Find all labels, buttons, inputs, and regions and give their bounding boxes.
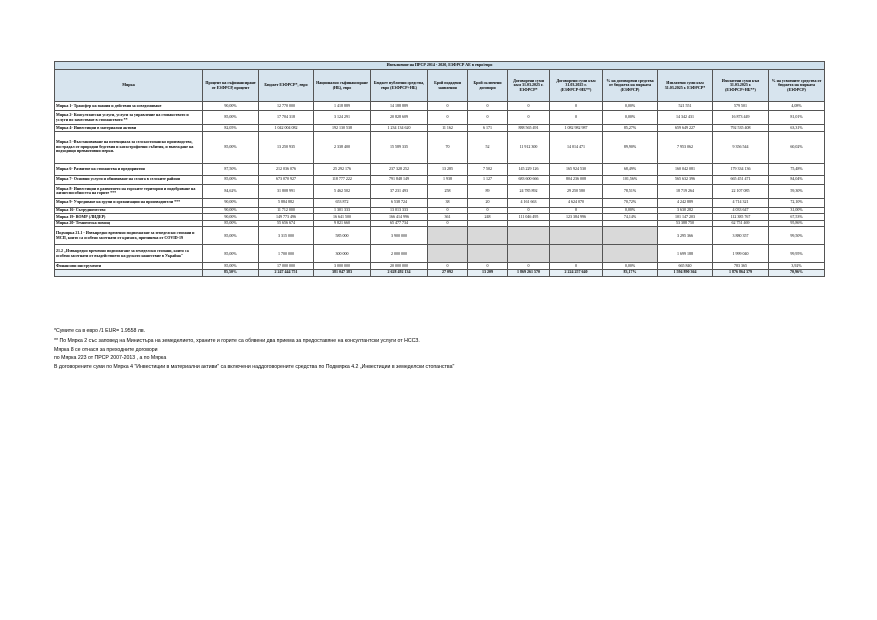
total-cell: 1 876 864 379 xyxy=(713,269,769,276)
table-cell: 0,00% xyxy=(603,207,658,214)
table-cell: 9 356 544 xyxy=(713,131,769,163)
column-header: Национално съфинансиране (НБ), евро xyxy=(314,70,371,102)
table-cell: 0 xyxy=(508,263,550,270)
table-cell: 85,00% xyxy=(203,227,259,245)
table-cell: 17 704 318 xyxy=(259,111,314,125)
table-cell: 101,56% xyxy=(603,175,658,184)
table-row xyxy=(55,227,825,245)
table-cell: 0 xyxy=(550,207,603,214)
table-cell: 579 501 xyxy=(713,102,769,111)
table-cell xyxy=(603,227,658,245)
table-cell: 4 714 321 xyxy=(713,198,769,207)
table-cell xyxy=(428,245,468,263)
table-row xyxy=(55,220,825,227)
table-cell xyxy=(508,227,550,245)
total-cell: 1 594 890 364 xyxy=(658,269,713,276)
column-header: % на усвоените средства от бюджета на мярката (ЕЗФРСР) xyxy=(769,70,825,102)
footnote: по Мярка 223 от ПРСР 2007-2013 , а по Мярка xyxy=(54,355,167,362)
total-cell: 13 209 xyxy=(468,269,508,276)
table-cell: 1 082 982 987 xyxy=(550,125,603,132)
total-cell: 27 092 xyxy=(428,269,468,276)
table-row xyxy=(55,207,825,214)
table-cell: 165 924 530 xyxy=(550,163,603,175)
table-cell: 31 808 991 xyxy=(259,184,314,198)
table-cell: 90,00% xyxy=(203,207,259,214)
table-cell: 248 xyxy=(468,214,508,221)
table-cell: 3 630 282 xyxy=(658,207,713,214)
table-cell: 565 632 396 xyxy=(658,175,713,184)
column-header: Бюджет публични средства, евро (ЕЗФРСР+НБ) xyxy=(371,70,428,102)
table-cell: 4 624 070 xyxy=(550,198,603,207)
column-header: Брой подадени заявления xyxy=(428,70,468,102)
table-cell: 3 000 000 xyxy=(314,263,371,270)
column-header: Мярка xyxy=(55,70,203,102)
table-cell: 0 xyxy=(550,263,603,270)
table-cell xyxy=(603,220,658,227)
table-cell: 74,14% xyxy=(603,214,658,221)
table-cell: 212 036 076 xyxy=(259,163,314,175)
footnote: ** По Мярка 2 със заповед на Министъра на земеделието, храните и горите са обявени два приема за предоставяне на консултантски услуги от НССЗ. xyxy=(54,337,420,344)
table-cell: 3 900 000 xyxy=(371,227,428,245)
table-cell: 1 042 004 082 xyxy=(259,125,314,132)
measure-name: Мярка 4- Инвестиции в материални активи xyxy=(55,125,203,132)
table-cell: 2 338 400 xyxy=(314,131,371,163)
table-cell: 300 000 xyxy=(314,245,371,263)
table-cell: 585 000 xyxy=(314,227,371,245)
measure-name: Мярка 2- Консултантски услуги, услуги за управление на стопанството и услуги по заместване в стопанството ** xyxy=(55,111,203,125)
measure-name: Мярка 6- Развитие на стопанства и предприятия xyxy=(55,163,203,175)
table-cell: 75,48% xyxy=(769,163,825,175)
table-cell: 4 161 663 xyxy=(508,198,550,207)
column-header: Процент на съфинансиране от ЕЗФРСР, процент xyxy=(203,70,259,102)
table-cell: 1 301 333 xyxy=(314,207,371,214)
table-cell: 24 785 892 xyxy=(508,184,550,198)
table-cell: 70,72% xyxy=(603,198,658,207)
measure-name: Мярка 5 -Възстановяване на потенциала за селскостопанско производство, пострадал от природни бедствия и катастрофични събития, и въвеждане на подходящи превантивни мерки. xyxy=(55,131,203,163)
table-cell: 0 xyxy=(468,102,508,111)
table-cell: 0 xyxy=(428,220,468,227)
table-cell: 65 477 734 xyxy=(371,220,428,227)
table-cell: 25 292 176 xyxy=(314,163,371,175)
measure-name: Мярка 20- Техническа помощ xyxy=(55,220,203,227)
table-cell: 149 773 496 xyxy=(259,214,314,221)
column-header: Договорени суми към 31.03.2025 г. ЕЗФРСР* xyxy=(508,70,550,102)
measure-name: Финансови инструменти xyxy=(55,263,203,270)
table-cell: 85,00% xyxy=(203,263,259,270)
table-cell: 1 234 134 620 xyxy=(371,125,428,132)
table-cell: 179 334 136 xyxy=(713,163,769,175)
table-cell: 38 xyxy=(428,198,468,207)
table-cell: 20 xyxy=(468,198,508,207)
total-cell: 2 247 444 751 xyxy=(259,269,314,276)
column-header: % на договорени средства от бюджета на мярката (ЕЗФРСР) xyxy=(603,70,658,102)
table-cell: 888 565 491 xyxy=(508,125,550,132)
table-row xyxy=(55,111,825,125)
table-cell: 72,10% xyxy=(769,198,825,207)
table-cell: 4 242 889 xyxy=(658,198,713,207)
report-document xyxy=(54,61,824,277)
table-cell: 3 880 357 xyxy=(713,227,769,245)
table-cell: 15 589 335 xyxy=(371,131,428,163)
table-cell: 85,00% xyxy=(203,111,259,125)
table-cell: 0 xyxy=(468,263,508,270)
table-cell: 665 840 xyxy=(658,263,713,270)
footnote: *Сумите са в евро /1 EUR= 1.9558 лв. xyxy=(54,328,146,334)
table-cell: 18 719 264 xyxy=(658,184,713,198)
table-cell: 3 315 000 xyxy=(259,227,314,245)
table-cell: 192 130 538 xyxy=(314,125,371,132)
table-cell: 99,50% xyxy=(769,227,825,245)
table-cell: 361 xyxy=(428,214,468,221)
table-cell: 14 342 431 xyxy=(658,111,713,125)
table-row xyxy=(55,125,825,132)
table-cell: 17 000 000 xyxy=(259,263,314,270)
table-cell: 13 285 xyxy=(428,163,468,175)
table-cell: 89 xyxy=(468,184,508,198)
table-cell: 11 162 xyxy=(428,125,468,132)
total-row xyxy=(55,269,825,276)
table-cell: 9 821 660 xyxy=(314,220,371,227)
table-cell: 99,95% xyxy=(769,245,825,263)
table-row xyxy=(55,102,825,111)
table-cell: 0 xyxy=(428,263,468,270)
table-cell: 521 551 xyxy=(658,102,713,111)
table-cell xyxy=(468,245,508,263)
table-cell: 52 xyxy=(468,131,508,163)
program-execution-table xyxy=(54,61,825,277)
table-cell: 4 033 647 xyxy=(713,207,769,214)
table-cell: 1 700 000 xyxy=(259,245,314,263)
table-cell: 89,90% xyxy=(603,131,658,163)
table-cell: 85,00% xyxy=(203,220,259,227)
measure-name: Мярка 9- Учредяване на групи и организации на производители *** xyxy=(55,198,203,207)
table-cell: 16 873 449 xyxy=(713,111,769,125)
table-cell: 81,01% xyxy=(769,111,825,125)
table-cell: 3 295 366 xyxy=(658,227,713,245)
table-row xyxy=(55,131,825,163)
column-header: Договорени суми към 31.03.2025 г. (ЕЗФРСР+НБ**) xyxy=(550,70,603,102)
table-cell xyxy=(508,245,550,263)
table-cell: 87,50% xyxy=(203,163,259,175)
measure-name: Мярка 16- Сътрудничество xyxy=(55,207,203,214)
total-cell: 2 628 492 134 xyxy=(371,269,428,276)
table-cell: 0 xyxy=(550,102,603,111)
measure-name: Мярка 1- Трансфер на знания и действия за осведомяване xyxy=(55,102,203,111)
table-cell: 0 xyxy=(468,111,508,125)
table-row xyxy=(55,175,825,184)
table-header-row xyxy=(55,70,825,102)
table-cell: 12 770 000 xyxy=(259,102,314,111)
table-cell: 60,02% xyxy=(769,131,825,163)
table-cell: 659 649 227 xyxy=(658,125,713,132)
table-cell: 20 000 000 xyxy=(371,263,428,270)
table-cell: 31,00% xyxy=(769,207,825,214)
table-cell: 653 872 xyxy=(314,198,371,207)
total-cell: 85,50% xyxy=(203,269,259,276)
table-cell: 70 xyxy=(428,131,468,163)
table-cell: 166 414 996 xyxy=(371,214,428,221)
table-cell: 62 751 469 xyxy=(713,220,769,227)
table-cell: 7 953 062 xyxy=(658,131,713,163)
table-cell xyxy=(468,227,508,245)
measure-name: 21.2 „Извънредно временно подпомагане за земеделски стопани, които са особено засегнати от въздействието на руското нашествие в Украйна" xyxy=(55,245,203,263)
table-row xyxy=(55,163,825,175)
table-row xyxy=(55,198,825,207)
measure-name: Мярка 19- ВОМР (ЛИДЕР) xyxy=(55,214,203,221)
table-cell: 95,86% xyxy=(769,220,825,227)
table-cell: 84,62% xyxy=(203,184,259,198)
table-cell: 0,00% xyxy=(603,102,658,111)
table-cell: 11 712 000 xyxy=(259,207,314,214)
total-cell: 83,17% xyxy=(603,269,658,276)
table-cell: 29 250 580 xyxy=(550,184,603,198)
table-cell: 11 912 300 xyxy=(508,131,550,163)
table-cell: 0,00% xyxy=(603,263,658,270)
table-cell xyxy=(468,220,508,227)
column-header: Бюджет ЕЗФРСР*, евро xyxy=(259,70,314,102)
table-cell: 3 124 291 xyxy=(314,111,371,125)
table-cell: 67,53% xyxy=(769,214,825,221)
table-cell: 85,00% xyxy=(203,245,259,263)
table-cell: 85,27% xyxy=(603,125,658,132)
table-cell xyxy=(550,227,603,245)
total-label xyxy=(55,269,203,276)
table-cell: 118 777 222 xyxy=(314,175,371,184)
table-cell: 16 641 500 xyxy=(314,214,371,221)
table-cell: 22 107 085 xyxy=(713,184,769,198)
table-cell: 791 848 149 xyxy=(371,175,428,184)
table-cell: 14 014 471 xyxy=(550,131,603,163)
table-cell: 59,30% xyxy=(769,184,825,198)
table-cell: 123 384 996 xyxy=(550,214,603,221)
total-cell: 2 224 257 640 xyxy=(550,269,603,276)
table-cell: 1 999 040 xyxy=(713,245,769,263)
table-cell: 85,00% xyxy=(203,175,259,184)
footnotes xyxy=(54,327,814,373)
table-cell: 20 828 609 xyxy=(371,111,428,125)
table-cell: 101 147 203 xyxy=(658,214,713,221)
table-row xyxy=(55,245,825,263)
table-cell: 53 388 750 xyxy=(658,220,713,227)
measure-name: Мярка 7- Основни услуги и обновяване на селата в селските райони xyxy=(55,175,203,184)
table-body xyxy=(55,102,825,277)
table-row xyxy=(55,263,825,270)
table-cell: 90,00% xyxy=(203,198,259,207)
table-cell: 111 046 495 xyxy=(508,214,550,221)
table-row xyxy=(55,184,825,198)
table-cell: 82,05% xyxy=(203,125,259,132)
table-cell: 665 451 471 xyxy=(713,175,769,184)
footnote: В договорените суми по Мярка 4 "Инвестиции в материални активи" са включени наддоговорените средства по Подмярка 4.2 „Инвестиции в земеделски стопанства" xyxy=(54,364,455,371)
table-cell xyxy=(508,220,550,227)
table-cell: 1 699 188 xyxy=(658,245,713,263)
table-cell: 13 250 935 xyxy=(259,131,314,163)
table-cell: 160 042 081 xyxy=(658,163,713,175)
table-cell xyxy=(603,245,658,263)
table-cell: 145 229 126 xyxy=(508,163,550,175)
column-header: Изплатени суми към 31.03.2025 г. ЕЗФРСР* xyxy=(658,70,713,102)
table-cell: 258 xyxy=(428,184,468,198)
table-caption: Изпълнение на ПРСР 2014 - 2020, ЕЗФРСР АЕ в евро/евро xyxy=(55,62,825,70)
table-cell: 0 xyxy=(508,207,550,214)
table-cell: 3,92% xyxy=(769,263,825,270)
table-cell: 68,49% xyxy=(603,163,658,175)
table-cell: 90,00% xyxy=(203,102,259,111)
table-cell: 2 000 000 xyxy=(371,245,428,263)
table-cell: 0 xyxy=(428,102,468,111)
table-cell: 85,00% xyxy=(203,131,259,163)
table-cell: 0 xyxy=(508,102,550,111)
table-cell: 792 535 408 xyxy=(713,125,769,132)
table-cell: 0,00% xyxy=(603,111,658,125)
table-cell: 6 538 724 xyxy=(371,198,428,207)
table-cell: 13 013 333 xyxy=(371,207,428,214)
table-cell: 1 418 889 xyxy=(314,102,371,111)
column-header: Изплатени суми към 31.03.2025 г. (ЕЗФРСР+НБ**) xyxy=(713,70,769,102)
table-cell: 783 365 xyxy=(713,263,769,270)
table-cell: 0 xyxy=(428,207,468,214)
table-cell: 0 xyxy=(468,207,508,214)
table-cell: 5 884 882 xyxy=(259,198,314,207)
total-cell: 1 869 261 570 xyxy=(508,269,550,276)
measure-name: Подмярка 21.1 - Извънредно временно подпомагане за земеделски стопани и МСП, които са особено засегнати от кризата, причинена от COVID-19 xyxy=(55,227,203,245)
table-cell: 112 385 767 xyxy=(713,214,769,221)
table-cell xyxy=(550,245,603,263)
table-cell xyxy=(550,220,603,227)
table-cell: 1 938 xyxy=(428,175,468,184)
table-cell: 683 600 666 xyxy=(508,175,550,184)
table-cell: 0 xyxy=(428,111,468,125)
table-cell: 55 656 674 xyxy=(259,220,314,227)
table-cell: 84,04% xyxy=(769,175,825,184)
table-cell: 7 502 xyxy=(468,163,508,175)
table-cell: 237 328 252 xyxy=(371,163,428,175)
table-cell: 63,31% xyxy=(769,125,825,132)
footnote: Мярка 8 се отнася за преходните договори xyxy=(54,347,158,354)
column-header: Брой сключени договори xyxy=(468,70,508,102)
table-cell: 6 171 xyxy=(468,125,508,132)
table-cell: 78,51% xyxy=(603,184,658,198)
total-cell: 70,96% xyxy=(769,269,825,276)
table-cell: 673 070 927 xyxy=(259,175,314,184)
table-cell: 0 xyxy=(508,111,550,125)
table-cell: 1 127 xyxy=(468,175,508,184)
table-cell: 5 462 502 xyxy=(314,184,371,198)
table-cell: 14 188 889 xyxy=(371,102,428,111)
total-cell: 381 047 383 xyxy=(314,269,371,276)
measure-name: Мярка 8- Инвестиции в развитието на горските територии и подобряване на жизнеспособността на горите *** xyxy=(55,184,203,198)
table-cell: 4,08% xyxy=(769,102,825,111)
table-row xyxy=(55,214,825,221)
table-cell: 804 236 008 xyxy=(550,175,603,184)
table-cell: 37 231 493 xyxy=(371,184,428,198)
table-cell: 90,00% xyxy=(203,214,259,221)
table-cell: 0 xyxy=(550,111,603,125)
table-cell xyxy=(428,227,468,245)
